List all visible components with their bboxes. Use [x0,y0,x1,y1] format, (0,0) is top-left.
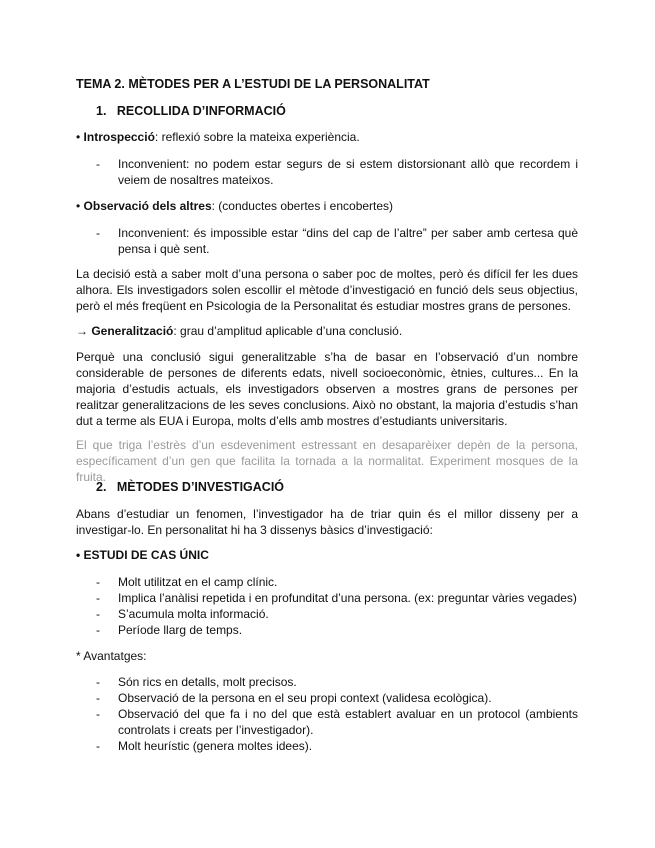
section-2-number: 2. [96,480,107,494]
section-1-title: RECOLLIDA D’INFORMACIÓ [116,104,286,118]
dash-marker: - [96,607,100,621]
document-title: TEMA 2. MÈTODES PER A L’ESTUDI DE LA PERSONALITAT [76,77,430,91]
cas-item: Molt utilitzat en el camp clínic. [118,575,278,589]
bullet-observacio [76,198,393,214]
def-introspeccio: : reflexió sobre la mateixa experiència. [154,130,360,144]
bullet-glyph: • [76,199,81,213]
def-observacio: : (conductes obertes i encobertes) [211,199,394,213]
introspeccio-inconvenient: Inconvenient: no podem estar segurs de si estem distorsionant allò que recordem i veiem de nosaltres mateixos. [118,157,578,187]
observacio-inconvenient: Inconvenient: és impossible estar “dins del cap de l’altre” per saber amb certesa què pensa i què sent. [118,226,578,256]
dash-marker: - [96,675,100,689]
dash-marker: - [96,575,100,589]
avantatge-item: Molt heurístic (genera moltes idees). [118,739,313,753]
dash-marker: - [96,157,100,171]
section-2-heading [96,479,284,495]
section-1-heading [96,103,286,119]
term-introspeccio: Introspecció [83,130,155,144]
dash-marker: - [96,691,100,705]
paragraph-estres: El que triga l’estrès d’un esdeveniment estressant en desaparèixer depèn de la persona, específicament d’un gen que facilita la tornada a la normalitat. Experiment mosques de la fruita. [76,438,578,484]
avantatge-item: Observació de la persona en el seu propi context (validesa ecològica). [118,691,492,705]
dash-marker: - [96,707,100,721]
term-generalitzacio: Generalització [91,324,174,338]
dash-marker: - [96,623,100,637]
cas-item: Període llarg de temps. [118,623,243,637]
paragraph-decisio: La decisió està a saber molt d’una persona o saber poc de moltes, però és difícil fer les dues alhora. Els investigadors solen escollir el mètode d’investigació en funció dels seus objectius, però el més freqüent en Psicologia de la Personalitat és estudiar mostres grans de persones. [76,267,578,313]
paragraph-abans: Abans d’estudiar un fenomen, l’investigador ha de triar quin és el millor disseny per a investigar-lo. En personalitat hi ha 3 dissenys bàsics d’investigació: [76,507,578,537]
term-observacio: Observació dels altres [83,199,212,213]
generalitzacio-line [76,323,402,339]
dash-marker: - [96,226,100,240]
avantatge-item: Observació del que fa i no del que està establert avaluar en un protocol (ambients controlats i creats per l’investigador). [118,707,578,737]
cas-item: Implica l’anàlisi repetida i en profunditat d’una persona. (ex: preguntar vàries vegades) [118,591,577,605]
heading-cas-unic: • ESTUDI DE CAS ÚNIC [76,548,209,562]
arrow-icon: → [76,324,88,338]
section-2-title: MÈTODES D’INVESTIGACIÓ [116,480,285,494]
avantatge-item: Són rics en detalls, molt precisos. [118,675,297,689]
dash-marker: - [96,591,100,605]
bullet-introspeccio [76,129,360,145]
avantatges-label: * Avantatges: [76,649,147,663]
dash-marker: - [96,739,100,753]
cas-item: S’acumula molta informació. [118,607,269,621]
bullet-glyph: • [76,130,81,144]
def-generalitzacio: : grau d’amplitud aplicable d’una conclusió. [173,324,403,338]
paragraph-generalitzable: Perquè una conclusió sigui generalitzable s’ha de basar en l’observació d’un nombre considerable de persones de diferents edats, nivell socioeconòmic, ètnies, cultures... En la majoria d’estudis actuals, els investigadors observen a mostres grans de persones per realitzar generalitzacions de les seves conclusions. Això no obstant, la majoria d’estudis s’han dut a terme als EUA i Europa, molts d’ells amb mostres d’estudiants universitaris. [76,350,578,428]
section-1-number: 1. [96,104,107,118]
